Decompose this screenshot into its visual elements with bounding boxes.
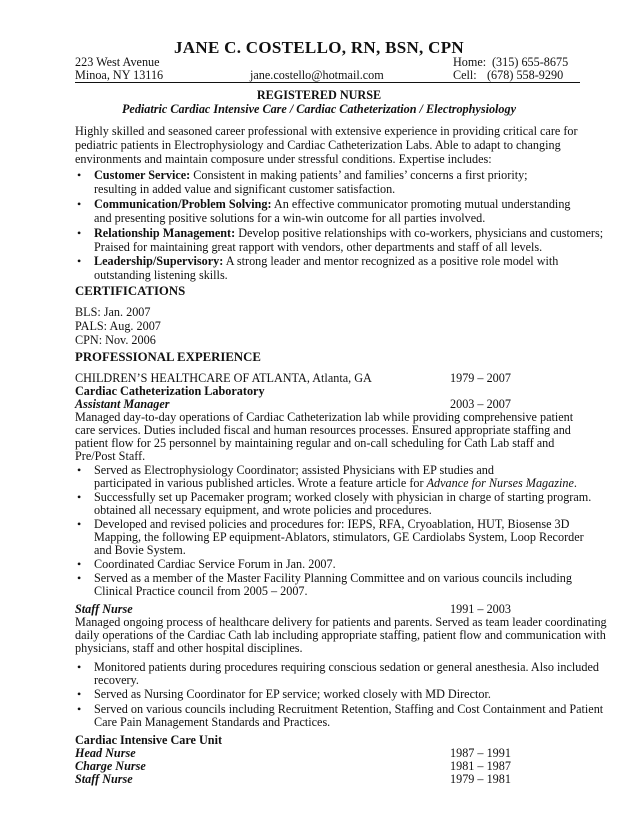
skill-text: An effective communicator promoting mutual understanding — [271, 197, 571, 211]
skill-item — [94, 168, 528, 182]
header-divider — [75, 82, 580, 83]
cell-phone-label: Cell: — [453, 68, 477, 82]
resume-name: JANE C. COSTELLO, RN, BSN, CPN — [173, 38, 464, 57]
experience-heading: PROFESSIONAL EXPERIENCE — [75, 350, 261, 364]
job-description-line: daily operations of the Cardiac Cath lab including appropriate staffing, patient flow and communication with — [75, 628, 606, 642]
achievement-line: Mapping, the following EP equipment-Ablators, stimulators, GE Cardiolabs System, Loop Recorder — [94, 530, 584, 544]
certification-item: CPN: Nov. 2006 — [75, 333, 156, 347]
achievement-text-end: . — [573, 476, 577, 490]
bullet-icon: • — [77, 557, 82, 571]
job-dates: 2003 – 2007 — [450, 397, 511, 411]
job-description-line: physicians, staff and other hospital disciplines. — [75, 641, 303, 655]
summary-line: Highly skilled and seasoned career professional with extensive experience in providing critical care for — [75, 124, 578, 138]
achievement-line: Developed and revised policies and procedures for: IEPS, RFA, Cryoablation, HUT, Biosense 3D — [94, 517, 570, 531]
job-dates: 1991 – 2003 — [450, 602, 511, 616]
job-title: Head Nurse — [75, 746, 136, 760]
skill-label: Customer Service: — [94, 168, 191, 182]
home-phone-label: Home: — [453, 55, 487, 69]
achievement-line: Monitored patients during procedures requiring conscious sedation or general anesthesia. Also included — [94, 660, 599, 674]
achievement-text: participated in various published articles. Wrote a feature article for — [94, 476, 427, 490]
job-description-line: Pre/Post Staff. — [75, 449, 146, 463]
certification-item: BLS: Jan. 2007 — [75, 305, 151, 319]
achievement-line — [94, 476, 577, 490]
skill-text: A strong leader and mentor recognized as a positive role model with — [223, 254, 559, 268]
achievement-line: Care Pain Management Standards and Practices. — [94, 715, 331, 729]
bullet-icon: • — [77, 463, 82, 477]
bullet-icon: • — [77, 660, 82, 674]
job-title: Staff Nurse — [75, 772, 133, 786]
job-dates: 1987 – 1991 — [450, 746, 511, 760]
achievement-line: recovery. — [94, 673, 139, 687]
certification-item: PALS: Aug. 2007 — [75, 319, 161, 333]
skill-label: Leadership/Supervisory: — [94, 254, 224, 268]
objective-title: REGISTERED NURSE — [256, 88, 382, 102]
job-title: Staff Nurse — [75, 602, 133, 616]
bullet-icon: • — [77, 226, 82, 240]
summary-line: pediatric patients in Electrophysiology and Cardiac Catheterization Labs. Able to adapt to changing — [75, 138, 561, 152]
skill-text-cont: Praised for maintaining great rapport with vendors, other departments and staff of all levels. — [94, 240, 543, 254]
achievement-line: Served on various councils including Recruitment Retention, Staffing and Cost Containment and Patient — [94, 702, 604, 716]
achievement-line: Coordinated Cardiac Service Forum in Jan. 2007. — [94, 557, 336, 571]
job-dates: 1981 – 1987 — [450, 759, 511, 773]
address-line-2: Minoa, NY 13116 — [75, 68, 164, 82]
skill-text-cont: and presenting positive solutions for a win-win outcome for all parties involved. — [94, 211, 486, 225]
certifications-heading: CERTIFICATIONS — [75, 284, 186, 298]
email-address[interactable]: jane.costello@hotmail.com — [250, 68, 384, 82]
skill-label: Communication/Problem Solving: — [94, 197, 272, 211]
unit-name: Cardiac Catheterization Laboratory — [75, 384, 265, 398]
job-description-line: Managed ongoing process of healthcare delivery for patients and parents. Served as team leader coordinating — [75, 615, 607, 629]
job-dates: 1979 – 1981 — [450, 772, 511, 786]
unit-name: Cardiac Intensive Care Unit — [75, 733, 223, 747]
bullet-icon: • — [77, 571, 82, 585]
summary-line: environments and maintain composure under stressful conditions. Expertise includes: — [75, 152, 492, 166]
achievement-line: Served as a member of the Master Facility Planning Committee and on various councils including — [94, 571, 572, 585]
bullet-icon: • — [77, 517, 82, 531]
bullet-icon: • — [77, 687, 82, 701]
skill-item — [94, 197, 571, 211]
address-line-1: 223 West Avenue — [75, 55, 160, 69]
achievement-line: and Bovie System. — [94, 543, 186, 557]
job-title: Assistant Manager — [75, 397, 170, 411]
employer-dates: 1979 – 2007 — [450, 371, 511, 385]
job-description-line: care services. Duties included fiscal and human resources processes. Ensured appropriate staffing and — [75, 423, 571, 437]
skill-text: Consistent in making patients’ and families’ concerns a first priority; — [190, 168, 528, 182]
bullet-icon: • — [77, 197, 82, 211]
bullet-icon: • — [77, 490, 82, 504]
skill-item — [94, 254, 558, 268]
bullet-icon: • — [77, 254, 82, 268]
job-description-line: Managed day-to-day operations of Cardiac Catheterization lab while providing comprehensive patient — [75, 410, 574, 424]
skill-label: Relationship Management: — [94, 226, 236, 240]
achievement-line: Served as Nursing Coordinator for EP service; worked closely with MD Director. — [94, 687, 491, 701]
skill-text-cont: outstanding listening skills. — [94, 268, 228, 282]
cell-phone: (678) 558-9290 — [487, 68, 564, 82]
achievement-line: obtained all necessary equipment, and wrote policies and procedures. — [94, 503, 432, 517]
skill-text: Develop positive relationships with co-workers, physicians and customers; — [235, 226, 604, 240]
home-phone: (315) 655-8675 — [492, 55, 569, 69]
bullet-icon: • — [77, 702, 82, 716]
job-description-line: patient flow for 25 personnel by maintaining regular and on-call scheduling for Cath Lab staff and — [75, 436, 555, 450]
skill-item — [94, 226, 603, 240]
skill-text-cont: resulting in added value and significant customer satisfaction. — [94, 182, 396, 196]
achievement-line: Served as Electrophysiology Coordinator; assisted Physicians with EP studies and — [94, 463, 494, 477]
achievement-line: Successfully set up Pacemaker program; worked closely with physician in charge of starting program. — [94, 490, 592, 504]
objective-subtitle: Pediatric Cardiac Intensive Care / Cardiac Catheterization / Electrophysiology — [121, 102, 517, 116]
employer-name: CHILDREN’S HEALTHCARE OF ATLANTA, Atlanta, GA — [75, 371, 372, 385]
achievement-line: Clinical Practice council from 2005 – 2007. — [94, 584, 308, 598]
bullet-icon: • — [77, 168, 82, 182]
publication-title: Advance for Nurses Magazine — [426, 476, 574, 490]
job-title: Charge Nurse — [75, 759, 146, 773]
